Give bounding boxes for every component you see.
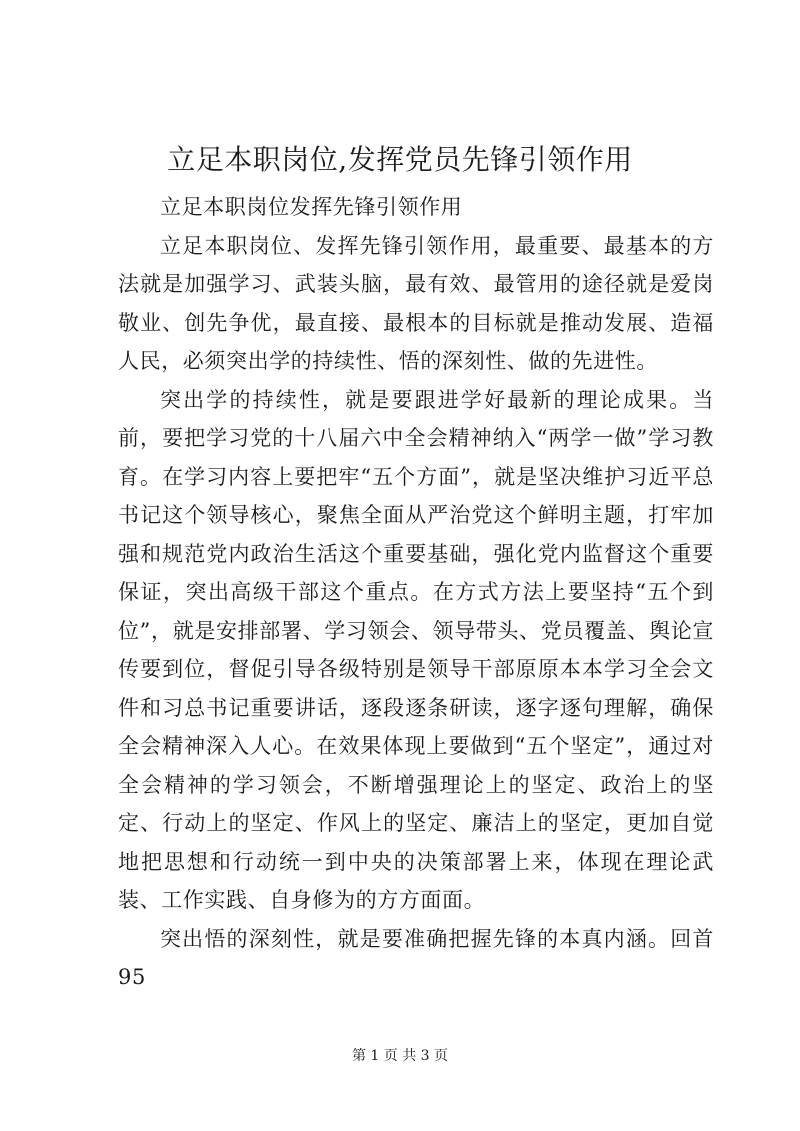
- document-title: 立足本职岗位,发挥党员先锋引领作用: [167, 143, 633, 176]
- body-paragraph: 突出学的持续性，就是要跟进学好最新的理论成果。当前，要把学习党的十八届六中全会精神纳入“两学一做”学习教育。在学习内容上要把牢“五个方面”，就是坚决维护习近平总书记这个领导核心，聚焦全面从严治党这个鲜明主题，打牢加强和规范党内政治生活这个重要基础，强化党内监督这个重要保证，突出高级干部这个重点。在方式方法上要坚持“五个到位”，就是安排部署、学习领会、领导带头、党员覆盖、舆论宣传要到位，督促引导各级特别是领导干部原原本本学习全会文件和习总书记重要讲话，逐段逐条研读，逐字逐句理解，确保全会精神深入人心。在效果体现上要做到“五个坚定”，通过对全会精神的学习领会，不断增强理论上的坚定、政治上的坚定、行动上的坚定、作风上的坚定、廉洁上的坚定，更加自觉地把思想和行动统一到中央的决策部署上来，体现在理论武装、工作实践、自身修为的方方面面。: [118, 387, 714, 912]
- body-paragraph: 突出悟的深刻性，就是要准确把握先锋的本真内涵。回首95: [118, 926, 714, 989]
- subtitle-paragraph: 立足本职岗位发挥先锋引领作用: [160, 195, 463, 219]
- body-paragraph: 立足本职岗位、发挥先锋引领作用，最重要、最基本的方法就是加强学习、武装头脑，最有效、最管用的途径就是爱岗敬业、创先争优，最直接、最根本的目标就是推动发展、造福人民，必须突出学的持续性、悟的深刻性、做的先进性。: [118, 233, 714, 373]
- document-body: [118, 188, 714, 997]
- page-footer: 第 1 页 共 3 页: [351, 1048, 449, 1064]
